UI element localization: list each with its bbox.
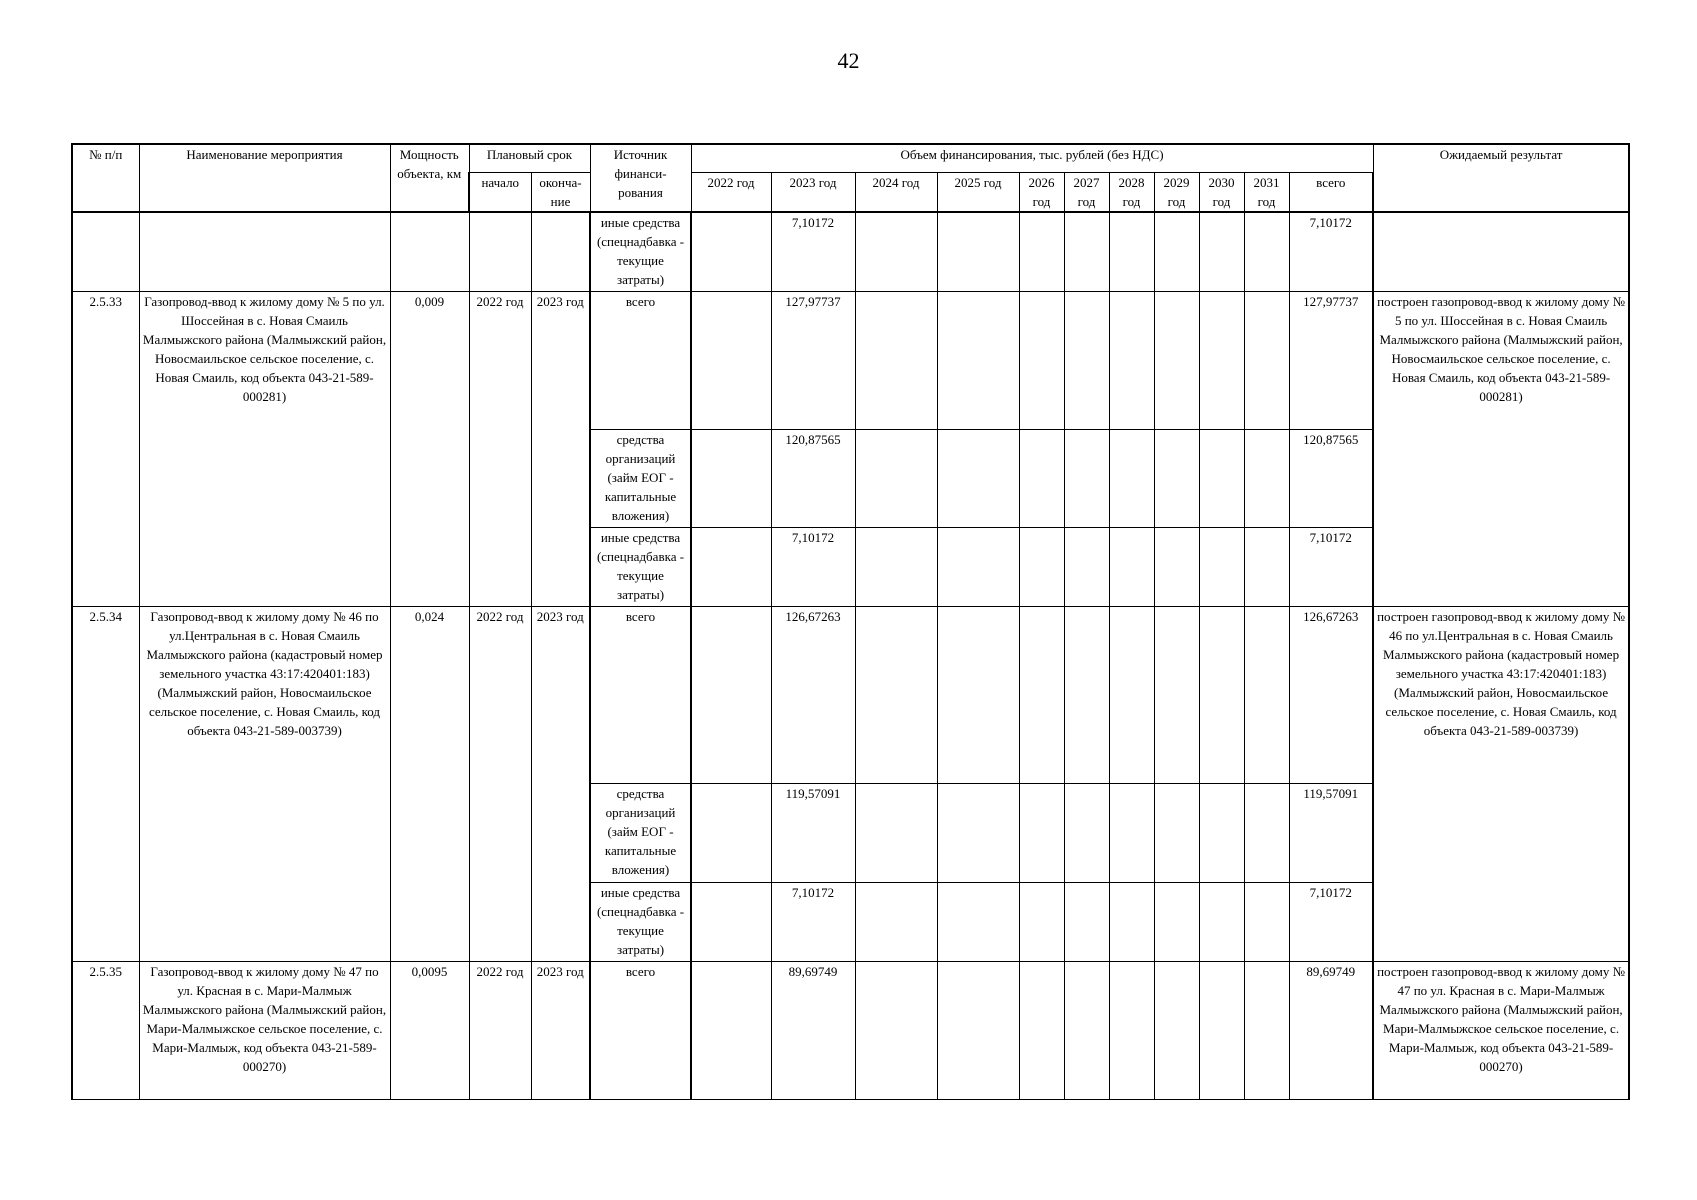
row-name: Газопровод-ввод к жилому дому № 47 по ул. Красная в с. Мари-Малмыж Малмыжского района (Малмыжский район, Мари-Малмыжское сельское поселение, с. Мари-Малмыж, код объекта 043-21-589-000270) <box>139 961 390 1099</box>
row-end: 2023 год <box>531 291 590 606</box>
header-power: Мощность объекта, км <box>390 144 469 212</box>
header-year-2026: 2026 год <box>1019 172 1064 212</box>
value-2023: 89,69749 <box>771 961 855 1099</box>
row-result: построен газопровод-ввод к жилому дому № 46 по ул.Центральная в с. Новая Смаиль Малмыжского района (кадастровый номер земельного участка 43:17:420401:183) (Малмыжский район, Новосмаильское сельское поселение, с. Новая Смаиль, код объекта 043-21-589-003739) <box>1373 606 1629 961</box>
source-cell: средства организаций (займ ЕОГ - капитальные вложения) <box>590 783 691 882</box>
value-2023: 120,87565 <box>771 429 855 527</box>
header-volume: Объем финансирования, тыс. рублей (без НДС) <box>691 144 1373 172</box>
value-2023: 7,10172 <box>771 882 855 961</box>
header-year-2027: 2027 год <box>1064 172 1109 212</box>
header-name: Наименование мероприятия <box>139 144 390 212</box>
header-year-2028: 2028 год <box>1109 172 1154 212</box>
table-row <box>72 961 1629 1099</box>
row-power: 0,0095 <box>390 961 469 1099</box>
header-num: № п/п <box>72 144 139 212</box>
value-total: 119,57091 <box>1289 783 1373 882</box>
value-total: 89,69749 <box>1289 961 1373 1099</box>
source-cell: всего <box>590 291 691 429</box>
value-2023: 7,10172 <box>771 212 855 291</box>
source-cell: иные средства (спецнадбавка - текущие затраты) <box>590 882 691 961</box>
header-start: начало <box>469 172 531 212</box>
value-total: 7,10172 <box>1289 212 1373 291</box>
value-total: 7,10172 <box>1289 882 1373 961</box>
value-2023: 119,57091 <box>771 783 855 882</box>
header-year-2029: 2029 год <box>1154 172 1199 212</box>
row-start: 2022 год <box>469 291 531 606</box>
source-cell: средства организаций (займ ЕОГ - капитальные вложения) <box>590 429 691 527</box>
row-end: 2023 год <box>531 606 590 961</box>
row-result: построен газопровод-ввод к жилому дому № 47 по ул. Красная в с. Мари-Малмыж Малмыжского района (Малмыжский район, Мари-Малмыжское сельское поселение, с. Мари-Малмыж, код объекта 043-21-589-000270) <box>1373 961 1629 1099</box>
header-result: Ожидаемый результат <box>1373 144 1629 212</box>
header-year-2031: 2031 год <box>1244 172 1289 212</box>
table-row <box>72 291 1629 429</box>
row-power: 0,009 <box>390 291 469 606</box>
source-cell: всего <box>590 961 691 1099</box>
row-num: 2.5.34 <box>72 606 139 961</box>
value-total: 120,87565 <box>1289 429 1373 527</box>
header-source: Источник финанси-рования <box>590 144 691 212</box>
row-num: 2.5.35 <box>72 961 139 1099</box>
row-name: Газопровод-ввод к жилому дому № 46 по ул.Центральная в с. Новая Смаиль Малмыжского района (кадастровый номер земельного участка 43:17:420401:183) (Малмыжский район, Новосмаильское сельское поселение, с. Новая Смаиль, код объекта 043-21-589-003739) <box>139 606 390 961</box>
value-2023: 7,10172 <box>771 527 855 606</box>
table-row <box>72 212 1629 291</box>
page-number: 42 <box>837 48 860 73</box>
header-year-2022: 2022 год <box>691 172 771 212</box>
row-name: Газопровод-ввод к жилому дому № 5 по ул. Шоссейная в с. Новая Смаиль Малмыжского района (Малмыжский район, Новосмаильское сельское поселение, с. Новая Смаиль, код объекта 043-21-589-000281) <box>139 291 390 606</box>
header-year-2023: 2023 год <box>771 172 855 212</box>
row-start: 2022 год <box>469 961 531 1099</box>
value-2023: 127,97737 <box>771 291 855 429</box>
header-end: оконча-ние <box>531 172 590 212</box>
source-cell: всего <box>590 606 691 783</box>
row-num: 2.5.33 <box>72 291 139 606</box>
row-result: построен газопровод-ввод к жилому дому № 5 по ул. Шоссейная в с. Новая Смаиль Малмыжского района (Малмыжский район, Новосмаильское сельское поселение, с. Новая Смаиль, код объекта 043-21-589-000281) <box>1373 291 1629 606</box>
header-term: Плановый срок <box>469 144 590 172</box>
source-cell: иные средства (спецнадбавка - текущие затраты) <box>590 527 691 606</box>
row-end: 2023 год <box>531 961 590 1099</box>
header-year-2024: 2024 год <box>855 172 937 212</box>
value-total: 126,67263 <box>1289 606 1373 783</box>
row-power: 0,024 <box>390 606 469 961</box>
table-row <box>72 606 1629 783</box>
source-cell: иные средства (спецнадбавка - текущие затраты) <box>590 212 691 291</box>
header-year-2030: 2030 год <box>1199 172 1244 212</box>
header-year-2025: 2025 год <box>937 172 1019 212</box>
value-total: 7,10172 <box>1289 527 1373 606</box>
value-2023: 126,67263 <box>771 606 855 783</box>
value-total: 127,97737 <box>1289 291 1373 429</box>
header-total: всего <box>1289 172 1373 212</box>
row-start: 2022 год <box>469 606 531 961</box>
financing-table <box>71 143 1630 1100</box>
